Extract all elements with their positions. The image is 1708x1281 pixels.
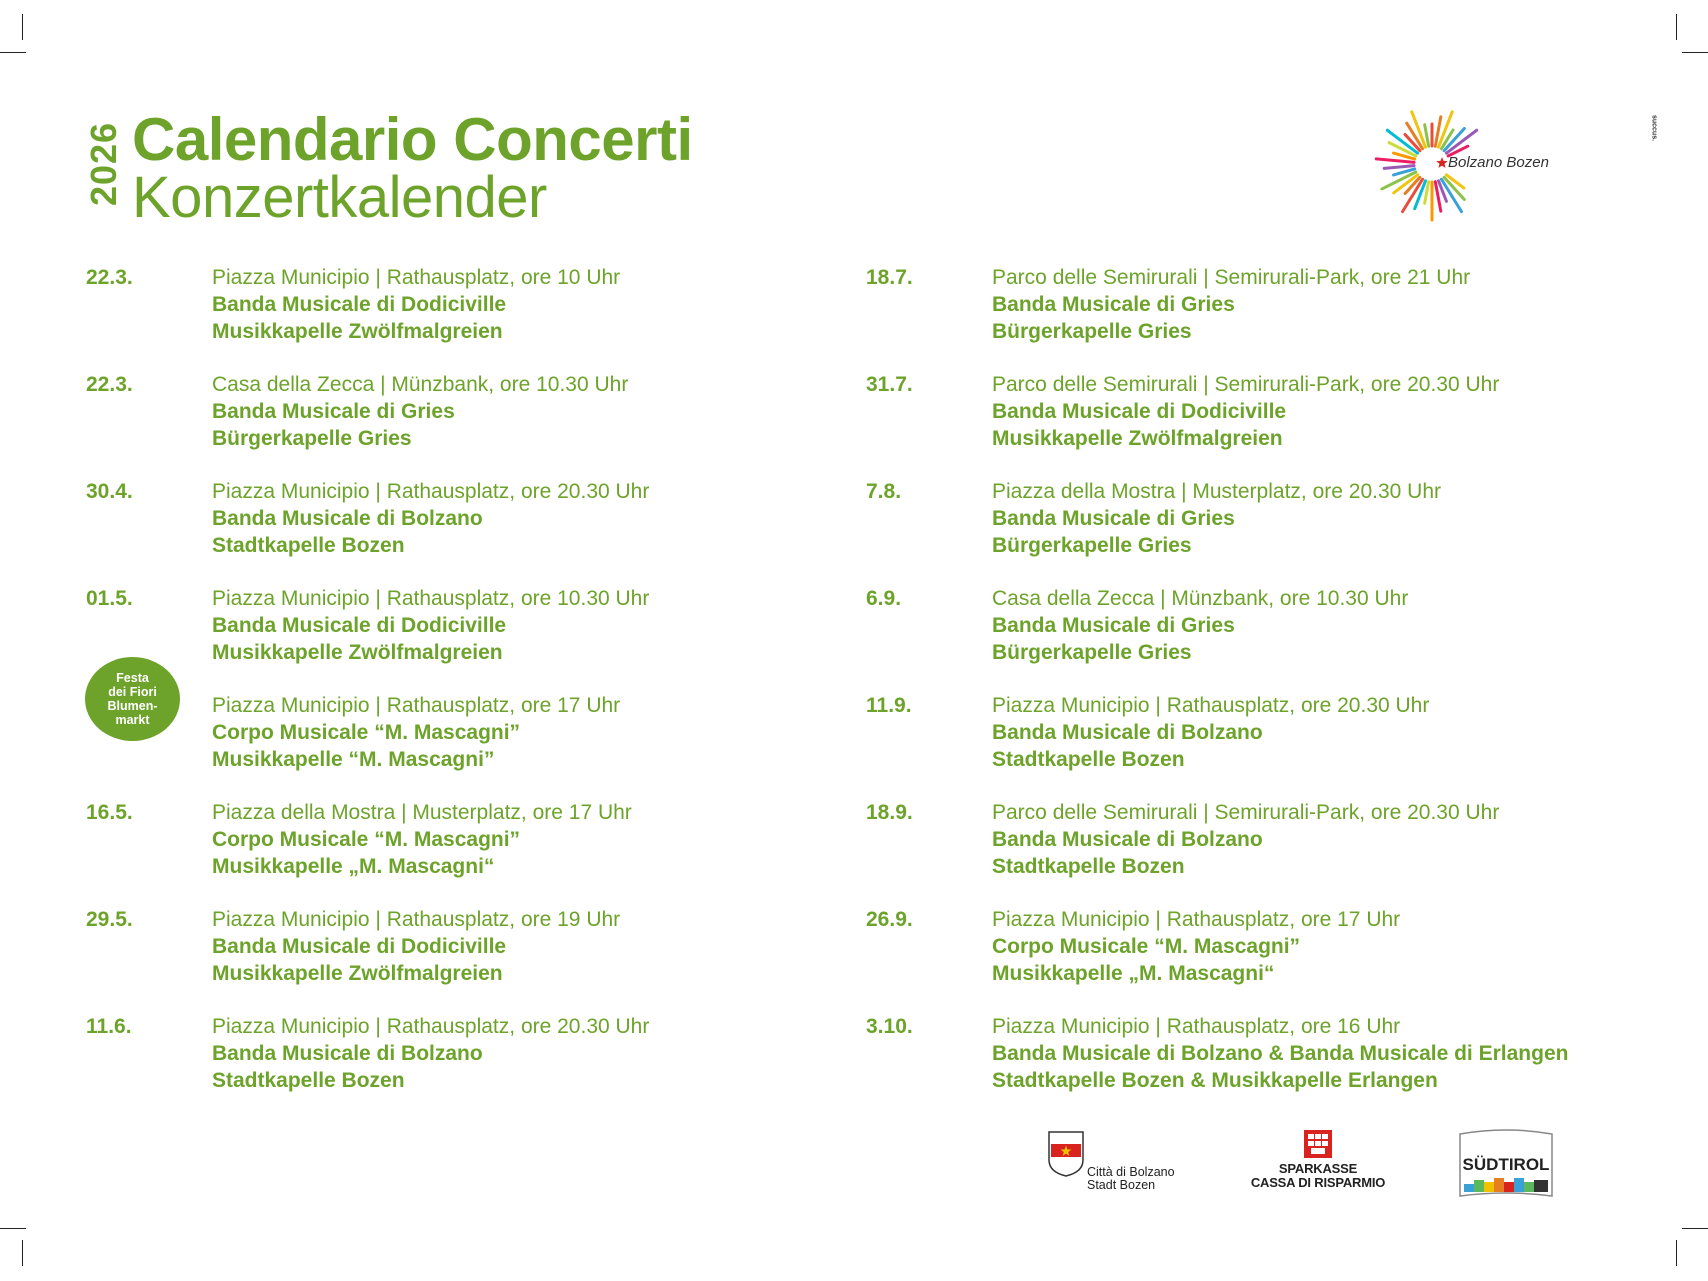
event-venue: Parco delle Semirurali | Semirurali-Park, ore 20.30 Uhr bbox=[992, 373, 1500, 396]
band-italian: Banda Musicale di Bolzano bbox=[992, 828, 1263, 851]
crop-mark bbox=[22, 1240, 23, 1266]
event-item bbox=[86, 906, 886, 1013]
event-date: 01.5. bbox=[86, 587, 133, 610]
band-german: Musikkapelle Zwölfmalgreien bbox=[992, 427, 1283, 450]
crop-mark bbox=[22, 14, 23, 40]
city-name-italian: Città di Bolzano bbox=[1087, 1165, 1175, 1179]
badge-line: Festa bbox=[116, 671, 149, 685]
band-german: Bürgerkapelle Gries bbox=[212, 427, 412, 450]
crop-mark bbox=[1682, 52, 1708, 53]
band-german: Musikkapelle Zwölfmalgreien bbox=[212, 320, 503, 343]
suedtirol-wordmark: SÜDTIROL bbox=[1462, 1155, 1550, 1174]
band-german: Musikkapelle Zwölfmalgreien bbox=[212, 962, 503, 985]
event-date: 11.9. bbox=[866, 694, 912, 717]
event-item bbox=[866, 799, 1666, 906]
band-italian: Banda Musicale di Gries bbox=[212, 400, 455, 423]
event-venue: Piazza Municipio | Rathausplatz, ore 20.30 Uhr bbox=[992, 694, 1430, 717]
event-date: 7.8. bbox=[866, 480, 902, 503]
sparkasse-crest-icon bbox=[1301, 1128, 1335, 1160]
city-crest-icon bbox=[1045, 1128, 1089, 1178]
bank-name-german: SPARKASSE bbox=[1278, 1161, 1358, 1176]
event-item bbox=[866, 264, 1666, 371]
event-item bbox=[866, 1013, 1666, 1120]
event-venue: Piazza della Mostra | Musterplatz, ore 17 Uhr bbox=[212, 801, 632, 824]
event-item bbox=[86, 585, 886, 692]
band-italian: Banda Musicale di Bolzano & Banda Musicale di Erlangen bbox=[992, 1042, 1569, 1065]
band-italian: Banda Musicale di Bolzano bbox=[992, 721, 1263, 744]
title-italian: Calendario Concerti bbox=[132, 106, 693, 173]
band-german: Bürgerkapelle Gries bbox=[992, 320, 1192, 343]
red-star-icon bbox=[1436, 157, 1447, 168]
events-column-right bbox=[866, 264, 1666, 1120]
badge-line: Blumen- bbox=[107, 699, 158, 713]
band-italian: Banda Musicale di Dodiciville bbox=[992, 400, 1287, 423]
band-italian: Banda Musicale di Dodiciville bbox=[212, 293, 507, 316]
band-italian: Banda Musicale di Dodiciville bbox=[212, 614, 507, 637]
event-item bbox=[86, 478, 886, 585]
band-german: Stadtkapelle Bozen & Musikkapelle Erlangen bbox=[992, 1069, 1438, 1092]
crop-mark bbox=[1676, 14, 1677, 40]
city-name-german: Stadt Bozen bbox=[1087, 1178, 1156, 1192]
event-item bbox=[866, 692, 1666, 799]
event-venue: Piazza Municipio | Rathausplatz, ore 10 Uhr bbox=[212, 266, 621, 289]
sunburst-ray bbox=[1376, 159, 1414, 163]
crop-mark bbox=[1676, 1240, 1677, 1266]
band-italian: Corpo Musicale “M. Mascagni” bbox=[212, 828, 521, 851]
event-venue: Piazza Municipio | Rathausplatz, ore 19 Uhr bbox=[212, 908, 621, 931]
event-item bbox=[866, 906, 1666, 1013]
logo-text: Bolzano Bozen bbox=[1448, 154, 1549, 171]
suedtirol-icon bbox=[1456, 1126, 1556, 1204]
band-italian: Banda Musicale di Gries bbox=[992, 507, 1235, 530]
event-date: 22.3. bbox=[86, 266, 133, 289]
event-item bbox=[866, 585, 1666, 692]
band-german: Musikkapelle “M. Mascagni” bbox=[212, 748, 495, 771]
event-date: 18.7. bbox=[866, 266, 913, 289]
band-italian: Corpo Musicale “M. Mascagni” bbox=[212, 721, 521, 744]
event-date: 30.4. bbox=[86, 480, 133, 503]
city-bolzano-logo bbox=[1045, 1128, 1185, 1198]
band-german: Musikkapelle „M. Mascagni“ bbox=[992, 962, 1275, 985]
bank-name-italian: CASSA DI RISPARMIO bbox=[1250, 1175, 1386, 1190]
event-venue: Casa della Zecca | Münzbank, ore 10.30 Uhr bbox=[212, 373, 629, 396]
event-venue: Casa della Zecca | Münzbank, ore 10.30 Uhr bbox=[992, 587, 1409, 610]
event-date: 11.6. bbox=[86, 1015, 132, 1038]
bolzano-bozen-logo bbox=[1362, 108, 1562, 224]
event-date: 31.7. bbox=[866, 373, 913, 396]
suedtirol-logo bbox=[1456, 1126, 1556, 1204]
event-venue: Piazza della Mostra | Musterplatz, ore 20.30 Uhr bbox=[992, 480, 1441, 503]
event-venue: Piazza Municipio | Rathausplatz, ore 10.30 Uhr bbox=[212, 587, 650, 610]
event-date: 18.9. bbox=[866, 801, 913, 824]
sparkasse-logo bbox=[1238, 1128, 1398, 1198]
band-german: Stadtkapelle Bozen bbox=[212, 534, 405, 557]
year-label: 2026 bbox=[83, 121, 124, 207]
event-venue: Piazza Municipio | Rathausplatz, ore 16 Uhr bbox=[992, 1015, 1401, 1038]
crop-mark bbox=[0, 52, 26, 53]
events-column-left bbox=[86, 264, 886, 1120]
event-date: 22.3. bbox=[86, 373, 133, 396]
crop-mark bbox=[1682, 1228, 1708, 1229]
event-item bbox=[866, 478, 1666, 585]
event-venue: Piazza Municipio | Rathausplatz, ore 17 Uhr bbox=[212, 694, 621, 717]
event-item bbox=[86, 692, 886, 799]
event-date: 26.9. bbox=[866, 908, 913, 931]
event-item bbox=[86, 264, 886, 371]
title-german: Konzertkalender bbox=[132, 165, 547, 230]
flower-festival-badge bbox=[85, 657, 180, 741]
crop-mark bbox=[0, 1228, 26, 1229]
band-italian: Banda Musicale di Bolzano bbox=[212, 1042, 483, 1065]
badge-line: dei Fiori bbox=[108, 685, 157, 699]
event-item bbox=[866, 371, 1666, 478]
event-item bbox=[86, 371, 886, 478]
band-german: Musikkapelle Zwölfmalgreien bbox=[212, 641, 503, 664]
band-italian: Banda Musicale di Bolzano bbox=[212, 507, 483, 530]
event-date: 3.10. bbox=[866, 1015, 913, 1038]
badge-line: markt bbox=[115, 713, 150, 727]
band-german: Stadtkapelle Bozen bbox=[992, 748, 1185, 771]
event-venue: Parco delle Semirurali | Semirurali-Park, ore 20.30 Uhr bbox=[992, 801, 1500, 824]
band-italian: Banda Musicale di Gries bbox=[992, 614, 1235, 637]
event-item bbox=[86, 799, 886, 906]
event-date: 29.5. bbox=[86, 908, 133, 931]
band-german: Musikkapelle „M. Mascagni“ bbox=[212, 855, 495, 878]
designer-credit: succus. bbox=[1650, 114, 1658, 142]
event-date: 6.9. bbox=[866, 587, 902, 610]
band-german: Stadtkapelle Bozen bbox=[992, 855, 1185, 878]
event-venue: Piazza Municipio | Rathausplatz, ore 20.30 Uhr bbox=[212, 1015, 650, 1038]
event-venue: Parco delle Semirurali | Semirurali-Park, ore 21 Uhr bbox=[992, 266, 1471, 289]
band-italian: Corpo Musicale “M. Mascagni” bbox=[992, 935, 1301, 958]
band-german: Bürgerkapelle Gries bbox=[992, 534, 1192, 557]
event-venue: Piazza Municipio | Rathausplatz, ore 20.30 Uhr bbox=[212, 480, 650, 503]
band-italian: Banda Musicale di Gries bbox=[992, 293, 1235, 316]
event-date: 16.5. bbox=[86, 801, 133, 824]
event-venue: Piazza Municipio | Rathausplatz, ore 17 Uhr bbox=[992, 908, 1401, 931]
event-item bbox=[86, 1013, 886, 1120]
band-german: Stadtkapelle Bozen bbox=[212, 1069, 405, 1092]
sunburst-ray bbox=[1384, 166, 1414, 169]
band-german: Bürgerkapelle Gries bbox=[992, 641, 1192, 664]
band-italian: Banda Musicale di Dodiciville bbox=[212, 935, 507, 958]
